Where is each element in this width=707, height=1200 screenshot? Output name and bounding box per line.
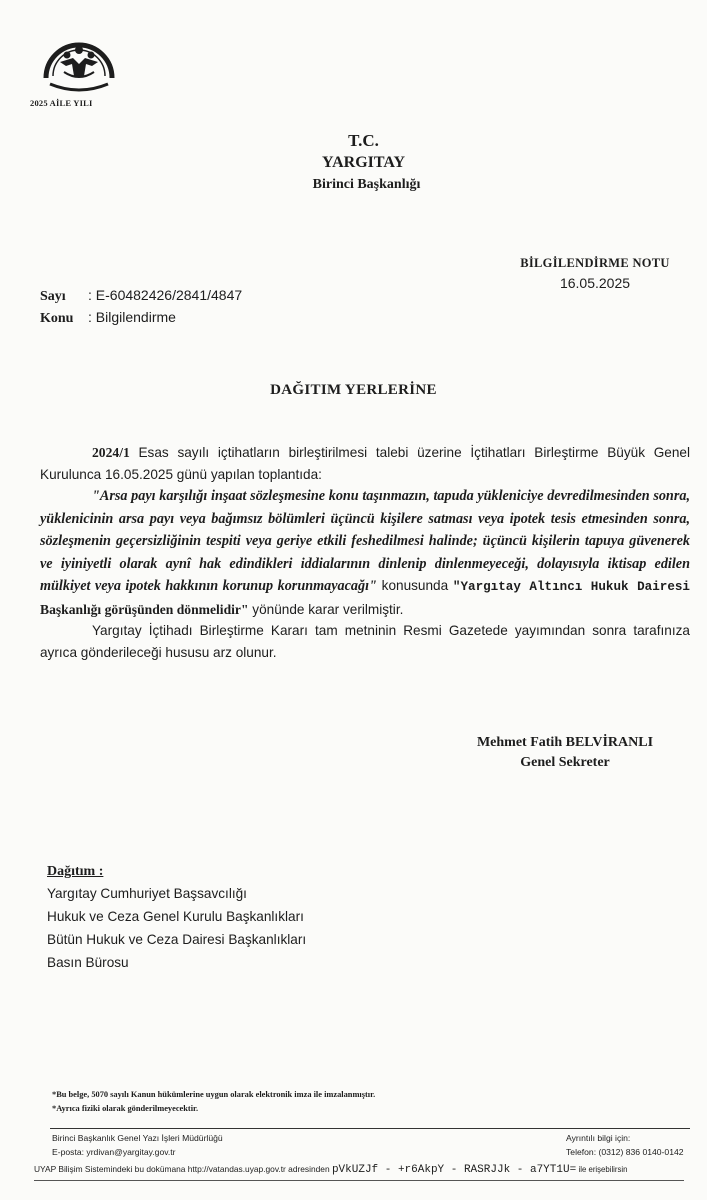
- footer-office: Birinci Başkanlık Genel Yazı İşleri Müdürlüğü: [52, 1133, 223, 1143]
- closing-paragraph: Yargıtay İçtihadı Birleştirme Kararı tam metninin Resmi Gazetede yayımından sonra tarafınıza ayrıca gönderileceği hususu arz olunur.: [40, 623, 690, 660]
- decision-text-part1: "Yargıtay Altıncı Hukuk Dairesi: [452, 580, 690, 594]
- footnote-esignature: *Bu belge, 5070 sayılı Kanun hükümlerine uygun olarak elektronik imza ile imzalanmıştır.: [52, 1090, 376, 1099]
- footnotes: [52, 1088, 375, 1116]
- document-header: [0, 130, 707, 196]
- uyap-code: pVkUZJf - +r6AkpY - RASRJJk - a7YT1U=: [331, 1164, 577, 1176]
- logo-caption: 2025 AİLE YILI: [30, 98, 93, 108]
- family-year-logo: [30, 28, 130, 108]
- intro-text: Esas sayılı içtihatların birleştirilmesi talebi üzerine İçtihatları Birleştirme Büyük Genel Kurulunca 16.05.2025 günü yapılan toplantıda:: [40, 445, 690, 482]
- intro-paragraph: [40, 442, 690, 485]
- decision-connector: konusunda: [376, 578, 453, 593]
- document-meta: [40, 284, 242, 328]
- department-name: Birinci Başkanlığı: [312, 177, 421, 192]
- distribution-heading: DAĞITIM YERLERİNE: [270, 382, 437, 398]
- note-date: 16.05.2025: [559, 275, 631, 291]
- footer-divider: [50, 1128, 690, 1129]
- sayi-label: Sayı: [40, 289, 66, 304]
- signatory-name: Mehmet Fatih BELVİRANLI: [476, 735, 654, 750]
- info-note: [500, 256, 690, 291]
- bottom-divider: [34, 1180, 684, 1181]
- footer-info: [566, 1131, 684, 1159]
- legal-question-quote: "Arsa payı karşılığı inşaat sözleşmesine konu taşınmazın, tapuda yükleniciye devredilmesinden sonra, yüklenicinin arsa payı veya bağımsız bölümleri üçüncü kişilere satması veya ipotek tesis etmesinden sonra, sözleşmenin geçersizliğinin tespiti veya geriye etkili feshedilmesi halinde; üçüncü kişilerin tapuya güvenerek ve iyiniyetli olarak aynî hak edindikleri iddialarının dinlenip dinlenmeyeceği, dolayısıyla iktisap edilen mülkiyet veya ipotek hakkının korunup korunmayacağı": [40, 488, 690, 594]
- uyap-suffix: ile erişebilirsin: [578, 1165, 628, 1174]
- document-body: [40, 442, 690, 663]
- sayi-value: : E-60482426/2841/4847: [88, 287, 243, 303]
- list-item: Hukuk ve Ceza Genel Kurulu Başkanlıkları: [47, 909, 304, 924]
- case-number: 2024/1: [92, 445, 130, 460]
- footer-phone: Telefon: (0312) 836 0140-0142: [566, 1147, 684, 1157]
- uyap-verification: [34, 1164, 627, 1176]
- decision-text-part2: Başkanlığı görüşünden dönmelidir": [40, 601, 249, 617]
- list-item: Basın Bürosu: [47, 955, 129, 970]
- footer-contact: [52, 1131, 223, 1159]
- signature-block: [440, 733, 690, 773]
- family-emblem-icon: [40, 28, 118, 96]
- footnote-no-physical: *Ayrıca fiziki olarak gönderilmeyecektir.: [52, 1104, 199, 1113]
- list-item: Bütün Hukuk ve Ceza Dairesi Başkanlıkları: [47, 932, 307, 947]
- list-item: Yargıtay Cumhuriyet Başsavcılığı: [47, 886, 247, 901]
- footer-email: E-posta: yrdivan@yargitay.gov.tr: [52, 1147, 176, 1157]
- institution-name: YARGITAY: [322, 154, 405, 171]
- konu-value: : Bilgilendirme: [88, 309, 176, 325]
- footer-info-label: Ayrıntılı bilgi için:: [566, 1133, 631, 1143]
- decision-suffix: yönünde karar verilmiştir.: [248, 601, 404, 617]
- distribution-list: [47, 862, 306, 974]
- distribution-title: Dağıtım :: [47, 864, 104, 879]
- note-title: BİLGİLENDİRME NOTU: [520, 256, 670, 270]
- uyap-prefix: UYAP Bilişim Sistemindeki bu dokümana http://vatandas.uyap.gov.tr adresinden: [34, 1164, 330, 1174]
- decision-paragraph: [40, 485, 690, 620]
- sayi-row: [40, 284, 242, 306]
- signatory-title: Genel Sekreter: [520, 755, 610, 770]
- konu-label: Konu: [40, 311, 74, 326]
- konu-row: [40, 306, 242, 328]
- country-label: T.C.: [348, 131, 379, 150]
